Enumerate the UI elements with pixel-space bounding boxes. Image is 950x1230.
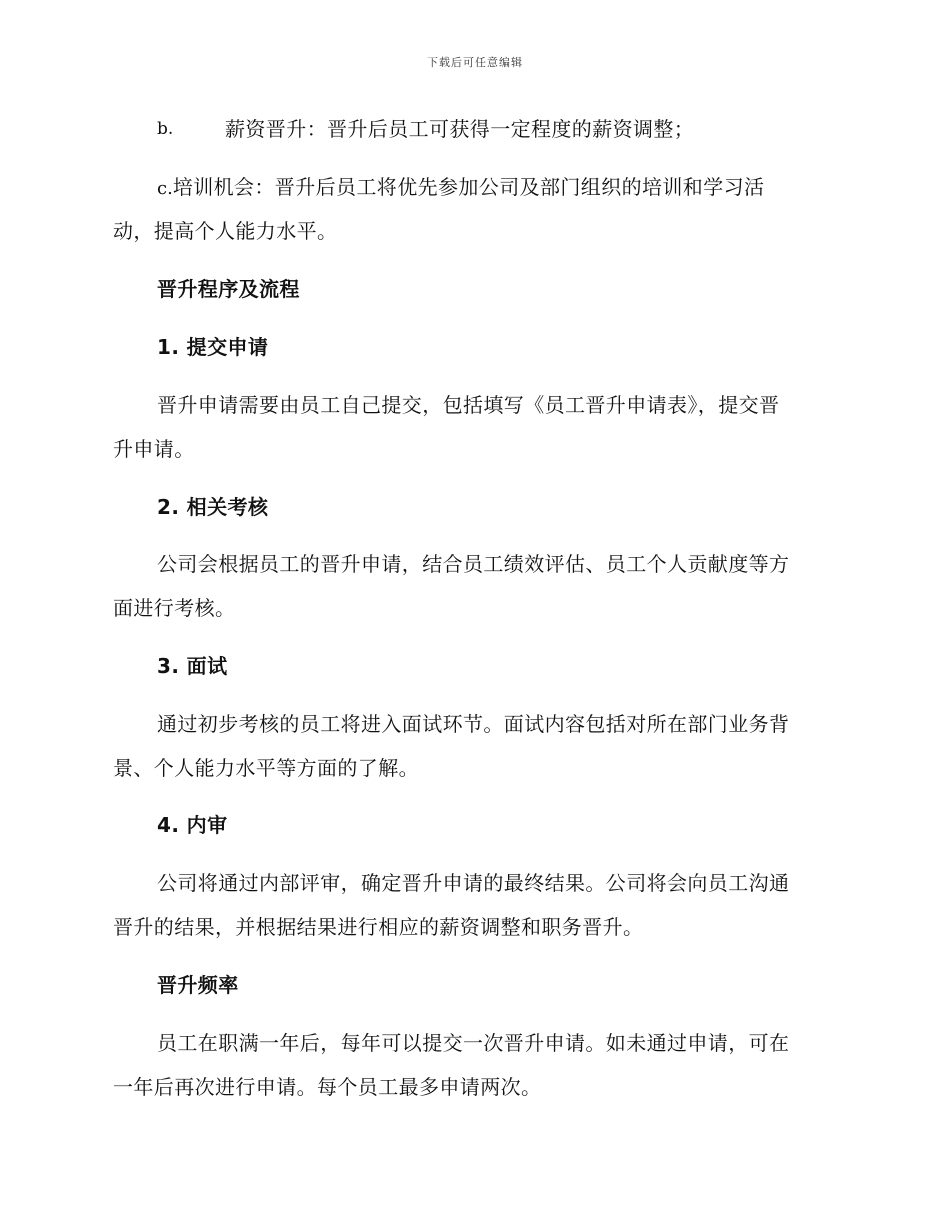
item-c-line-1 [157, 173, 764, 203]
step-3-paragraph-line-2: 景、个人能力水平等方面的了解。 [113, 756, 419, 780]
section-heading-process: 晋升程序及流程 [157, 277, 300, 301]
item-c-line-2: 动，提高个人能力水平。 [113, 219, 338, 243]
step-3-paragraph-line-1: 通过初步考核的员工将进入面试环节。面试内容包括对所在部门业务背 [157, 712, 790, 736]
step-2-paragraph-line-2: 面进行考核。 [113, 596, 236, 620]
list-marker-b: b. [157, 119, 174, 139]
frequency-paragraph-line-2: 一年后再次进行申请。每个员工最多申请两次。 [113, 1075, 542, 1099]
step-2-heading: 2. 相关考核 [157, 495, 269, 519]
step-1-paragraph-line-2: 升申请。 [113, 437, 195, 461]
step-2-paragraph-line-1: 公司会根据员工的晋升申请，结合员工绩效评估、员工个人贡献度等方 [157, 552, 790, 576]
item-c-text: 培训机会：晋升后员工将优先参加公司及部门组织的培训和学习活 [172, 175, 765, 199]
list-marker-c: c. [157, 178, 173, 199]
page-header: 下载后可任意编辑 [427, 56, 523, 69]
step-1-paragraph-line-1: 晋升申请需要由员工自己提交，包括填写《员工晋升申请表》，提交晋 [157, 393, 780, 417]
item-b-text: 薪资晋升：晋升后员工可获得一定程度的薪资调整； [225, 117, 695, 141]
step-4-paragraph-line-1: 公司将通过内部评审，确定晋升申请的最终结果。公司将会向员工沟通 [157, 871, 790, 895]
step-1-heading: 1. 提交申请 [157, 335, 269, 359]
frequency-paragraph-line-1: 员工在职满一年后，每年可以提交一次晋升申请。如未通过申请，可在 [157, 1031, 790, 1055]
step-4-paragraph-line-2: 晋升的结果，并根据结果进行相应的薪资调整和职务晋升。 [113, 915, 644, 939]
step-3-heading: 3. 面试 [157, 654, 228, 678]
section-heading-frequency: 晋升频率 [157, 973, 239, 997]
step-4-heading: 4. 内审 [157, 813, 228, 837]
